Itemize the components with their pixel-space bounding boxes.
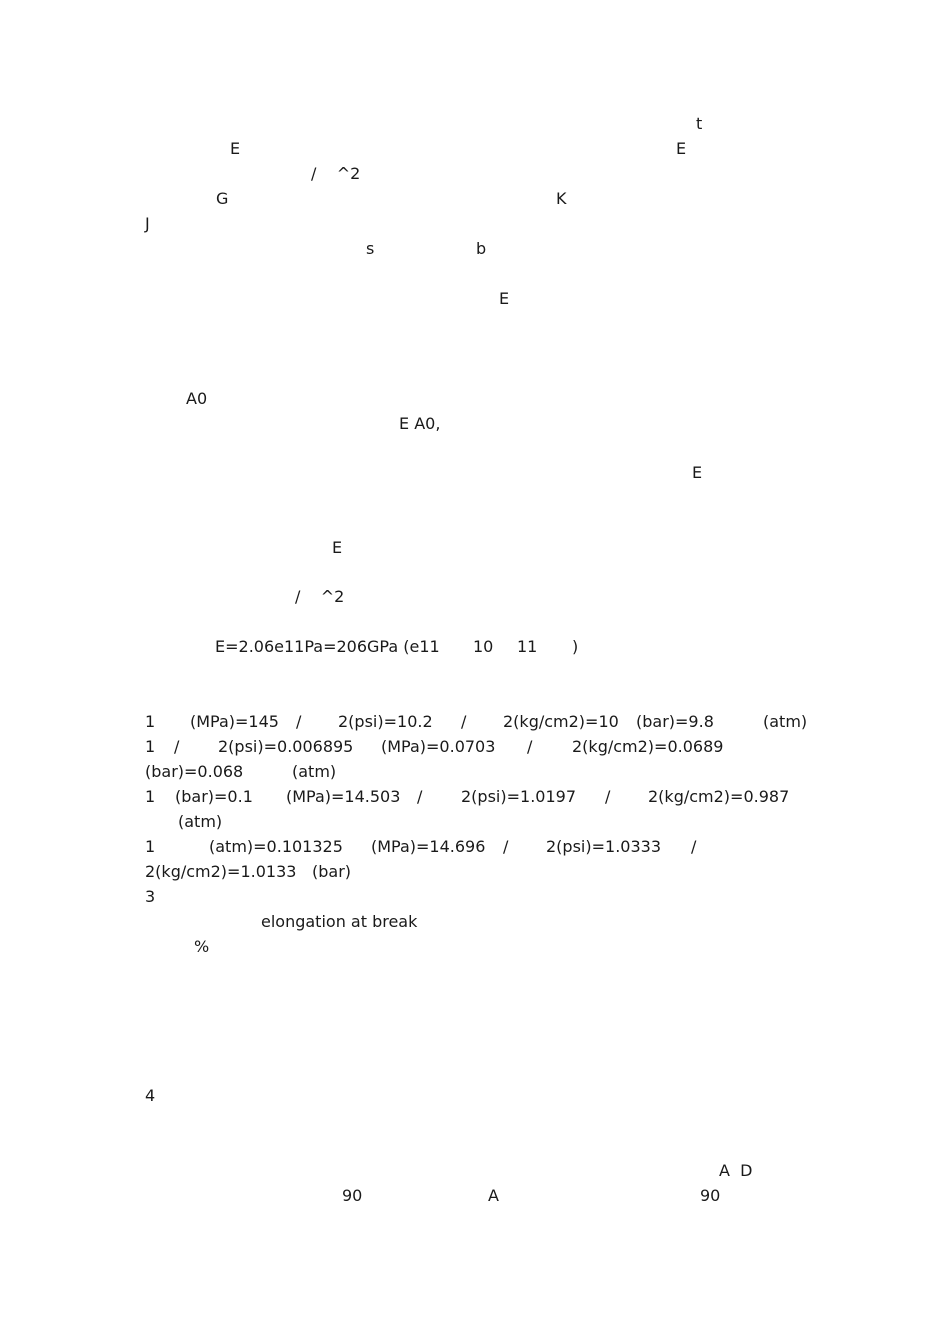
- text-fragment: (MPa)=14.503: [286, 787, 401, 806]
- text-fragment: %: [194, 937, 210, 956]
- text-fragment: (MPa)=14.696: [371, 837, 486, 856]
- text-fragment: 2(kg/cm2)=0.0689: [572, 737, 724, 756]
- text-fragment: (atm): [178, 812, 223, 831]
- text-fragment: E: [332, 538, 343, 557]
- text-fragment: 90: [342, 1186, 363, 1205]
- text-fragment: s: [366, 239, 375, 258]
- text-fragment: E: [499, 289, 510, 308]
- text-fragment: E=2.06e11Pa=206GPa (e11: [215, 637, 440, 656]
- text-fragment: 4: [145, 1086, 156, 1105]
- text-fragment: E: [676, 139, 687, 158]
- text-fragment: 2(psi)=1.0333: [546, 837, 661, 856]
- text-fragment: 11: [517, 637, 538, 656]
- text-fragment: 2(psi)=10.2: [338, 712, 433, 731]
- text-fragment: / ^2: [311, 164, 361, 183]
- text-fragment: (atm)=0.101325: [209, 837, 343, 856]
- text-fragment: A D: [719, 1161, 753, 1180]
- text-fragment: 3: [145, 887, 156, 906]
- text-fragment: (bar)=0.068: [145, 762, 244, 781]
- text-fragment: 2(kg/cm2)=10: [503, 712, 619, 731]
- text-fragment: 10: [473, 637, 494, 656]
- text-fragment: (bar)=0.1: [175, 787, 253, 806]
- text-fragment: b: [476, 239, 487, 258]
- text-fragment: 2(psi)=0.006895: [218, 737, 354, 756]
- text-fragment: 1: [145, 787, 156, 806]
- text-fragment: J: [145, 214, 150, 233]
- text-fragment: /: [605, 787, 611, 806]
- text-fragment: 1: [145, 837, 156, 856]
- text-fragment: (MPa)=145: [190, 712, 279, 731]
- text-fragment: (atm): [763, 712, 808, 731]
- text-fragment: G: [216, 189, 229, 208]
- text-fragment: (bar)=9.8: [636, 712, 714, 731]
- text-fragment: ): [572, 637, 579, 656]
- text-fragment: (atm): [292, 762, 337, 781]
- text-fragment: elongation at break: [261, 912, 418, 931]
- text-fragment: /: [461, 712, 467, 731]
- text-fragment: 90: [700, 1186, 721, 1205]
- text-fragment: /: [174, 737, 180, 756]
- text-fragment: 1: [145, 712, 156, 731]
- text-fragment: t: [696, 114, 703, 133]
- text-fragment: E A0,: [399, 414, 441, 433]
- text-fragment: /: [296, 712, 302, 731]
- text-fragment: 1: [145, 737, 156, 756]
- text-fragment: /: [691, 837, 697, 856]
- text-fragment: / ^2: [295, 587, 345, 606]
- text-fragment: /: [417, 787, 423, 806]
- text-fragment: /: [503, 837, 509, 856]
- text-fragment: E: [230, 139, 241, 158]
- text-fragment: A0: [186, 389, 208, 408]
- text-fragment: 2(kg/cm2)=1.0133: [145, 862, 297, 881]
- text-fragment: 2(kg/cm2)=0.987: [648, 787, 790, 806]
- text-fragment: 2(psi)=1.0197: [461, 787, 576, 806]
- text-fragment: A: [488, 1186, 499, 1205]
- text-fragment: E: [692, 463, 703, 482]
- text-fragment: (MPa)=0.0703: [381, 737, 496, 756]
- text-fragment: K: [556, 189, 567, 208]
- text-fragment: /: [527, 737, 533, 756]
- text-fragment: (bar): [312, 862, 352, 881]
